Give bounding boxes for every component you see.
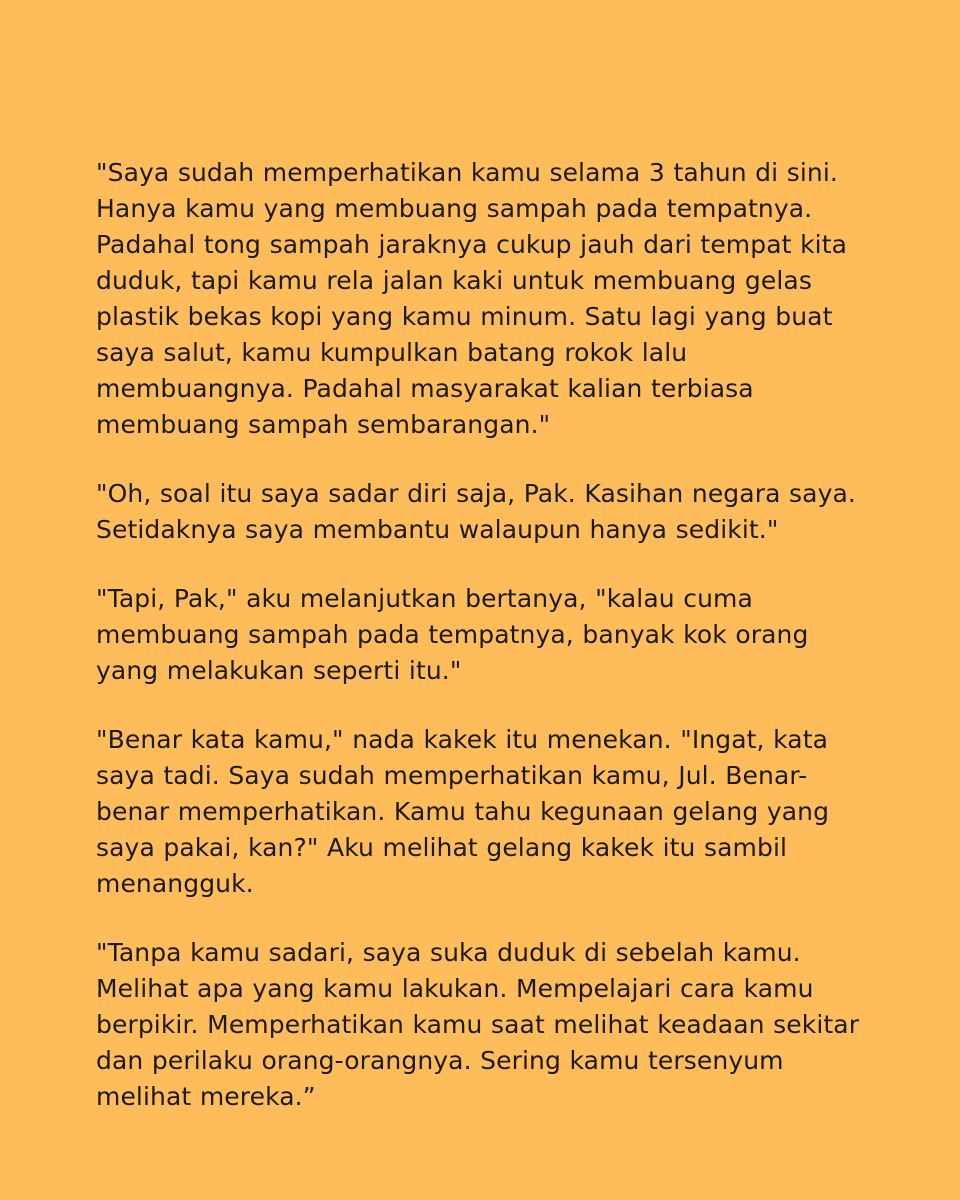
- paragraph-2: "Oh, soal itu saya sadar diri saja, Pak. Kasihan negara saya. Setidaknya saya membantu walaupun hanya sedikit.": [96, 479, 856, 544]
- paragraph-4: "Benar kata kamu," nada kakek itu menekan. "Ingat, kata saya tadi. Saya sudah memperhatikan kamu, Jul. Benar-benar memperhatikan. Kamu tahu kegunaan gelang yang saya pakai, kan?" Aku melihat gelang kakek itu sambil menangguk.: [96, 725, 830, 898]
- paragraph-3: "Tapi, Pak," aku melanjutkan bertanya, "kalau cuma membuang sampah pada tempatnya, banyak kok orang yang melakukan seperti itu.": [96, 584, 809, 685]
- paragraph-5: "Tanpa kamu sadari, saya suka duduk di sebelah kamu. Melihat apa yang kamu lakukan. Mempelajari cara kamu berpikir. Memperhatikan kamu saat melihat keadaan sekitar dan perilaku orang-orangnya. Sering kamu tersenyum melihat mereka.”: [96, 938, 860, 1111]
- paragraph-1: "Saya sudah memperhatikan kamu selama 3 tahun di sini. Hanya kamu yang membuang sampah pada tempatnya. Padahal tong sampah jaraknya cukup jauh dari tempat kita duduk, tapi kamu rela jalan kaki untuk membuang gelas plastik bekas kopi yang kamu minum. Satu lagi yang buat saya salut, kamu kumpulkan batang rokok lalu membuangnya. Padahal masyarakat kalian terbiasa membuang sampah sembarangan.": [96, 158, 848, 439]
